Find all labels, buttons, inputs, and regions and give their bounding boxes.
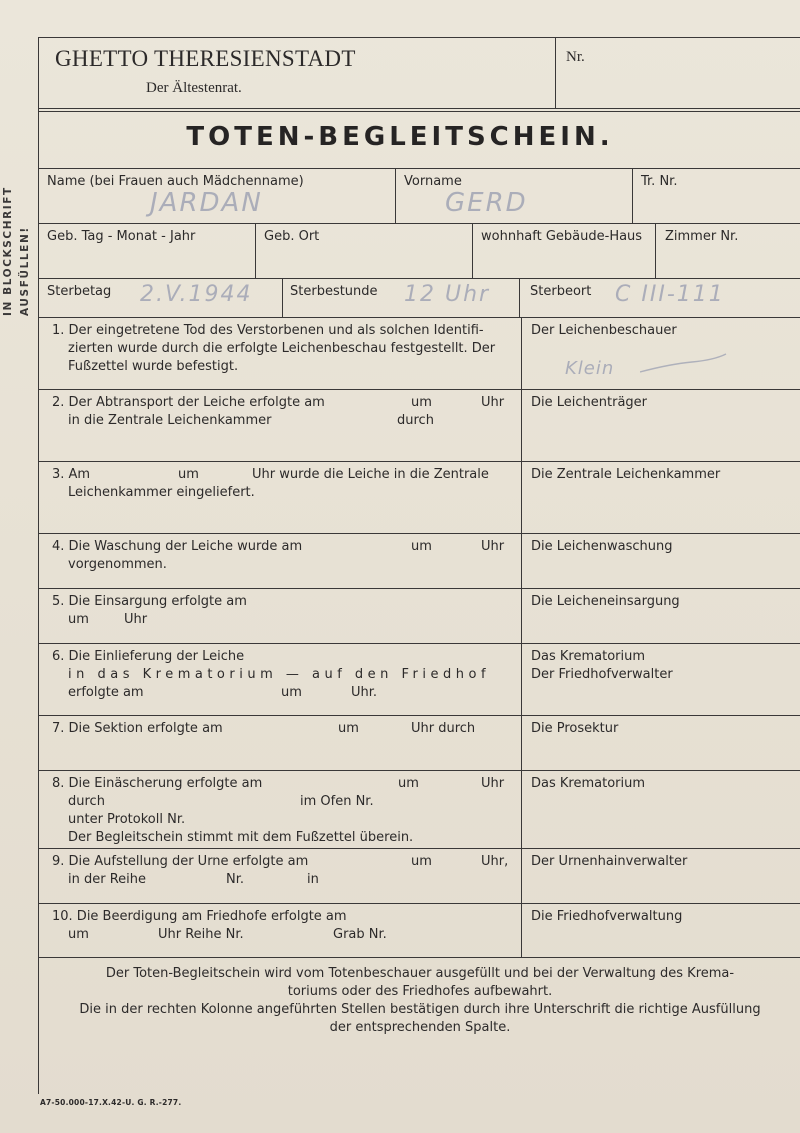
section-1-line2: zierten wurde durch die erfolgte Leichenbeschau festgestellt. Der bbox=[68, 341, 496, 356]
footer-line3: Die in der rechten Kolonne angeführten Stellen bestätigen durch ihre Unterschrift die richtige Ausfüllung bbox=[79, 1002, 761, 1017]
sterbetag-label: Sterbetag bbox=[47, 284, 112, 299]
section-8-uhr: Uhr bbox=[481, 776, 505, 791]
section-3-right: Die Zentrale Leichenkammer bbox=[531, 467, 721, 482]
section-8-line1: 8. Die Einäscherung erfolgte am bbox=[52, 776, 263, 791]
side-instruction bbox=[2, 160, 31, 316]
section-10-um: um bbox=[68, 927, 89, 942]
section-8-um: um bbox=[398, 776, 419, 791]
section-6-line1: 6. Die Einlieferung der Leiche bbox=[52, 649, 245, 664]
section-6-right1: Das Krematorium bbox=[531, 649, 646, 664]
ghetto-title: GHETTO THERESIENSTADT bbox=[55, 46, 356, 71]
tr-nr-label: Tr. Nr. bbox=[641, 174, 678, 189]
section-3-um: um bbox=[178, 467, 199, 482]
footer-line4: der entsprechenden Spalte. bbox=[329, 1020, 511, 1035]
nr-label: Nr. bbox=[566, 49, 585, 65]
section-3-line2: Leichenkammer eingeliefert. bbox=[68, 485, 255, 500]
section-10-grab: Grab Nr. bbox=[333, 927, 387, 942]
section-7-um: um bbox=[338, 721, 359, 736]
section-2-durch: durch bbox=[397, 413, 434, 428]
section-6-uhr: Uhr. bbox=[351, 685, 378, 700]
form-title: TOTEN-BEGLEITSCHEIN. bbox=[186, 122, 614, 152]
wohnhaft-label: wohnhaft Gebäude-Haus bbox=[481, 229, 643, 244]
section-9-nr: Nr. bbox=[226, 872, 245, 887]
section-8-ofen: im Ofen Nr. bbox=[300, 794, 374, 809]
section-10-line1: 10. Die Beerdigung am Friedhofe erfolgte am bbox=[52, 909, 347, 924]
section-3-line1: Uhr wurde die Leiche in die Zentrale bbox=[252, 467, 489, 482]
zimmer-label: Zimmer Nr. bbox=[665, 229, 739, 244]
section-2-line2: in die Zentrale Leichenkammer bbox=[68, 413, 272, 428]
footer-line2: toriums oder des Friedhofes aufbewahrt. bbox=[287, 984, 553, 999]
section-1-line1: 1. Der eingetretene Tod des Verstorbenen und als solchen Identifi- bbox=[52, 323, 484, 338]
section-10-right: Die Friedhofverwaltung bbox=[531, 909, 683, 924]
section-6-line3: erfolgte am bbox=[68, 685, 144, 700]
section-10-reihe: Uhr Reihe Nr. bbox=[158, 927, 244, 942]
section-8-line4: Der Begleitschein stimmt mit dem Fußzettel überein. bbox=[68, 830, 414, 845]
section-8-right: Das Krematorium bbox=[531, 776, 646, 791]
sterbestunde-label: Sterbestunde bbox=[290, 284, 378, 299]
section-4-uhr: Uhr bbox=[481, 539, 505, 554]
section-1-line3: Fußzettel wurde befestigt. bbox=[68, 359, 239, 374]
section-1-right: Der Leichenbeschauer bbox=[531, 323, 677, 338]
section-6-line2: in das Krematorium — auf den Friedhof bbox=[68, 667, 491, 682]
section-5-line1: 5. Die Einsargung erfolgte am bbox=[52, 594, 247, 609]
geb-tag-label: Geb. Tag - Monat - Jahr bbox=[47, 229, 196, 244]
vorname-handwritten: GERD bbox=[445, 188, 528, 218]
section-5-right: Die Leicheneinsargung bbox=[531, 594, 680, 609]
section-7-line1: 7. Die Sektion erfolgte am bbox=[52, 721, 223, 736]
section-3-am: 3. Am bbox=[52, 467, 91, 482]
section-9-reihe: in der Reihe bbox=[68, 872, 147, 887]
section-5-um: um bbox=[68, 612, 89, 627]
section-4-line1: 4. Die Waschung der Leiche wurde am bbox=[52, 539, 303, 554]
section-9-line1: 9. Die Aufstellung der Urne erfolgte am bbox=[52, 854, 309, 869]
side-instruction-line2: AUSFÜLLEN! bbox=[19, 226, 31, 316]
side-instruction-line1: IN BLOCKSCHRIFT bbox=[2, 186, 14, 316]
authority-subtitle: Der Ältestenrat. bbox=[146, 80, 242, 96]
section-2-uhr: Uhr bbox=[481, 395, 505, 410]
geb-ort-label: Geb. Ort bbox=[264, 229, 320, 244]
section-4-right: Die Leichenwaschung bbox=[531, 539, 673, 554]
section-4-line2: vorgenommen. bbox=[68, 557, 167, 572]
section-6-right2: Der Friedhofverwalter bbox=[531, 667, 673, 682]
section-6-um: um bbox=[281, 685, 302, 700]
section-2-um: um bbox=[411, 395, 432, 410]
section-9-right: Der Urnenhainverwalter bbox=[531, 854, 688, 869]
sterbeort-label: Sterbeort bbox=[530, 284, 592, 299]
name-handwritten: JARDAN bbox=[150, 188, 263, 218]
section-9-in: in bbox=[307, 872, 319, 887]
section-9-uhr: Uhr, bbox=[481, 854, 509, 869]
print-code: A7-50.000-17.X.42-U. G. R.-277. bbox=[40, 1098, 182, 1107]
section-4-um: um bbox=[411, 539, 432, 554]
section-7-uhr: Uhr durch bbox=[411, 721, 476, 736]
sterbeort-handwritten: C III-111 bbox=[615, 282, 725, 307]
section-5-uhr: Uhr bbox=[124, 612, 148, 627]
vorname-label: Vorname bbox=[404, 174, 462, 189]
sterbestunde-handwritten: 12 Uhr bbox=[404, 282, 491, 307]
section-8-durch: durch bbox=[68, 794, 105, 809]
footer-line1: Der Toten-Begleitschein wird vom Totenbeschauer ausgefüllt und bei der Verwaltung des Krema- bbox=[105, 966, 735, 981]
signature-stroke bbox=[640, 350, 730, 380]
section-8-line3: unter Protokoll Nr. bbox=[68, 812, 186, 827]
name-label: Name (bei Frauen auch Mädchenname) bbox=[47, 174, 304, 189]
section-9-um: um bbox=[411, 854, 432, 869]
section-7-right: Die Prosektur bbox=[531, 721, 619, 736]
section-2-right: Die Leichenträger bbox=[531, 395, 648, 410]
sterbetag-handwritten: 2.V.1944 bbox=[140, 282, 253, 307]
section-2-line1: 2. Der Abtransport der Leiche erfolgte am bbox=[52, 395, 325, 410]
signature-handwritten: Klein bbox=[565, 358, 615, 379]
